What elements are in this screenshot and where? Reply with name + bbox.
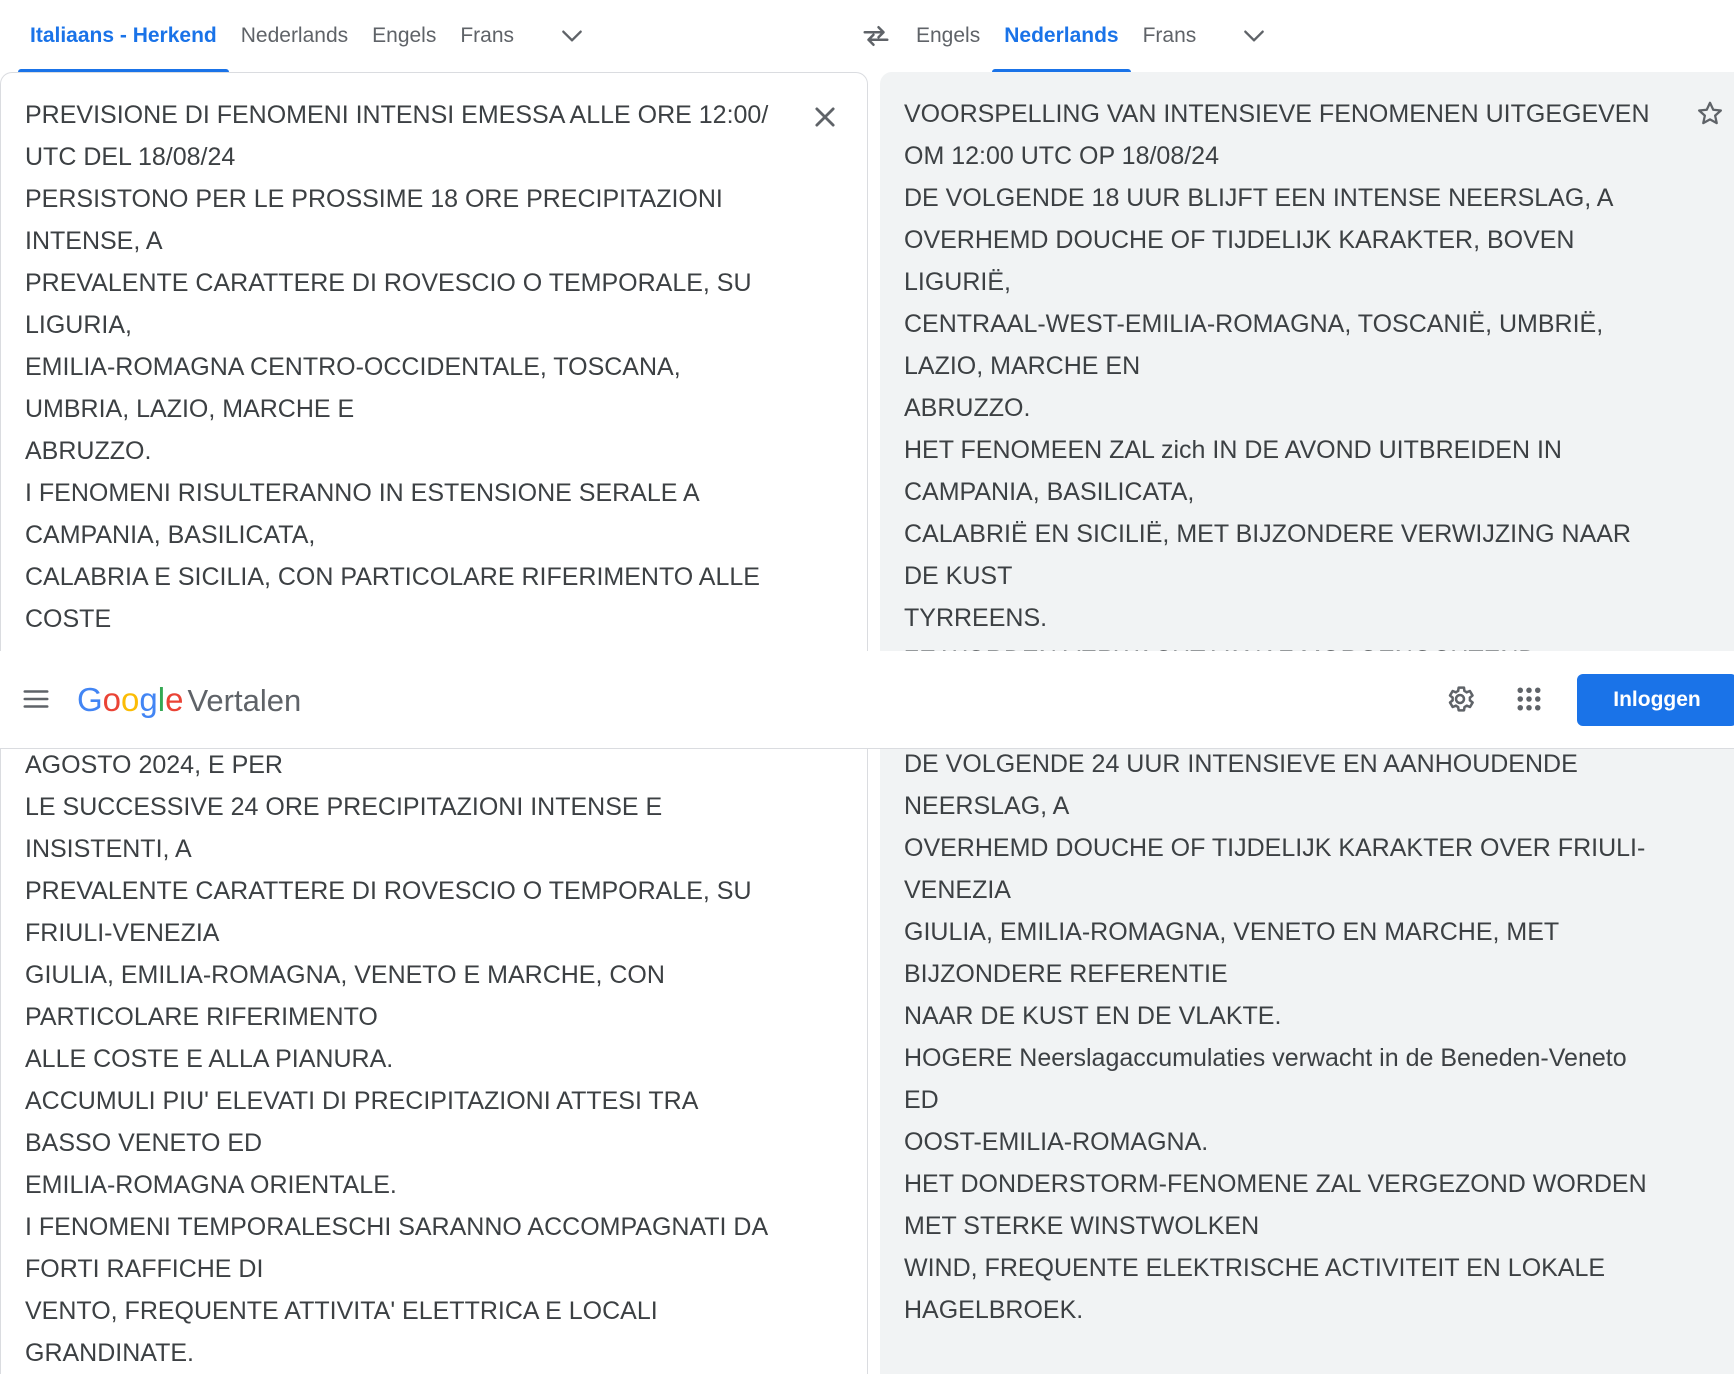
source-more-languages-button[interactable] — [548, 12, 596, 60]
clear-source-button[interactable] — [801, 93, 849, 141]
source-language-bar — [0, 0, 868, 72]
swap-arrows-icon — [861, 21, 891, 51]
google-translate-logo[interactable] — [77, 681, 301, 721]
product-name: Vertalen — [187, 683, 302, 718]
source-tab-french[interactable]: Frans — [460, 24, 515, 47]
sign-in-button[interactable]: Inloggen — [1577, 674, 1734, 726]
target-tab-french[interactable]: Frans — [1142, 24, 1197, 47]
chevron-down-icon — [1241, 23, 1267, 49]
source-text-bottom[interactable]: AGOSTO 2024, E PER LE SUCCESSIVE 24 ORE PRECIPITAZIONI INTENSE E INSISTENTI, A PREVALENTE CARATTERE DI ROVESCIO O TEMPORALE, SU FRIULI-VENEZIA GIULIA, EMILIA-ROMAGNA, VENETO E MARCHE, CON PARTICOLARE RIFERIMENTO ALLE COSTE E ALLA PIANURA. ACCUMULI PIU' ELEVATI DI PRECIPITAZIONI ATTESI TRA BASSO VENETO ED EMILIA-ROMAGNA ORIENTALE. I FENOMENI TEMPORALESCHI SARANNO ACCOMPAGNATI DA FORTI RAFFICHE DI VENTO, FREQUENTE ATTIVITA' ELETTRICA E LOCALI GRANDINATE. — [25, 751, 769, 1367]
hamburger-menu-icon — [21, 684, 51, 714]
logo-letter: l — [157, 681, 166, 718]
source-text-top[interactable]: PREVISIONE DI FENOMENI INTENSI EMESSA ALLE ORE 12:00/ UTC DEL 18/08/24 PERSISTONO PER LE PROSSIME 18 ORE PRECIPITAZIONI INTENSE, A PREVALENTE CARATTERE DI ROVESCIO O TEMPORALE, SU LIGURIA, EMILIA-ROMAGNA CENTRO-OCCIDENTALE, TOSCANA, UMBRIA, LAZIO, MARCHE E ABRUZZO. I FENOMENI RISULTERANNO IN ESTENSIONE SERALE A CAMPANIA, BASILICATA, CALABRIA E SICILIA, CON PARTICOLARE RIFERIMENTO ALLE COSTE — [25, 101, 769, 633]
source-tab-dutch[interactable]: Nederlands — [240, 24, 349, 47]
logo-letter: e — [165, 681, 184, 718]
main-menu-button[interactable] — [12, 675, 60, 723]
logo-letter: o — [102, 681, 122, 718]
apps-grid-icon — [1514, 684, 1544, 714]
settings-button[interactable] — [1436, 675, 1484, 723]
source-tab-english[interactable]: Engels — [372, 24, 437, 47]
google-wordmark — [77, 681, 183, 719]
star-outline-icon — [1695, 99, 1725, 129]
logo-letter: g — [139, 681, 158, 718]
translation-text-top: VOORSPELLING VAN INTENSIEVE FENOMENEN UITGEGEVEN OM 12:00 UTC OP 18/08/24 DE VOLGENDE 18 UUR BLIJFT EEN INTENSE NEERSLAG, A OVERHEMD DOUCHE OF TIJDELIJK KARAKTER, BOVEN LIGURIË, CENTRAAL-WEST-EMILIA-ROMAGNA, TOSCANIË, UMBRIË, LAZIO, MARCHE EN ABRUZZO. HET FENOMEEN ZAL zich IN DE AVOND UITBREIDEN IN CAMPANIA, BASILICATA, CALABRIË EN SICILIË, MET BIJZONDERE VERWIJZING NAAR DE KUST TYRREENS. — [904, 100, 1650, 632]
target-tab-dutch[interactable]: Nederlands — [992, 0, 1130, 72]
close-icon — [811, 103, 839, 131]
target-tab-english[interactable]: Engels — [916, 24, 981, 47]
source-tab-detected[interactable]: Italiaans - Herkend — [18, 0, 229, 72]
gear-icon — [1444, 683, 1476, 715]
target-more-languages-button[interactable] — [1230, 12, 1278, 60]
target-language-bar — [904, 0, 1734, 72]
translation-text-bottom: DE VOLGENDE 24 UUR INTENSIEVE EN AANHOUDENDE NEERSLAG, A OVERHEMD DOUCHE OF TIJDELIJK KARAKTER OVER FRIULI- VENEZIA GIULIA, EMILIA-ROMAGNA, VENETO EN MARCHE, MET BIJZONDERE REFERENTIE NAAR DE KUST EN DE VLAKTE. HOGERE Neerslagaccumulaties verwacht in de Beneden-Veneto ED OOST-EMILIA-ROMAGNA. HET DONDERSTORM-FENOMENE ZAL VERGEZOND WORDEN MET STERKE WINSTWOLKEN WIND, FREQUENTE ELEKTRISCHE ACTIVITEIT EN LOKALE HAGELBROEK. — [904, 750, 1647, 1324]
app-header — [0, 651, 1734, 749]
logo-letter: o — [121, 681, 140, 718]
swap-languages-button[interactable] — [852, 12, 900, 60]
save-translation-button[interactable] — [1686, 90, 1734, 138]
logo-letter: G — [77, 681, 103, 718]
chevron-down-icon — [559, 23, 585, 49]
google-apps-button[interactable] — [1505, 675, 1553, 723]
